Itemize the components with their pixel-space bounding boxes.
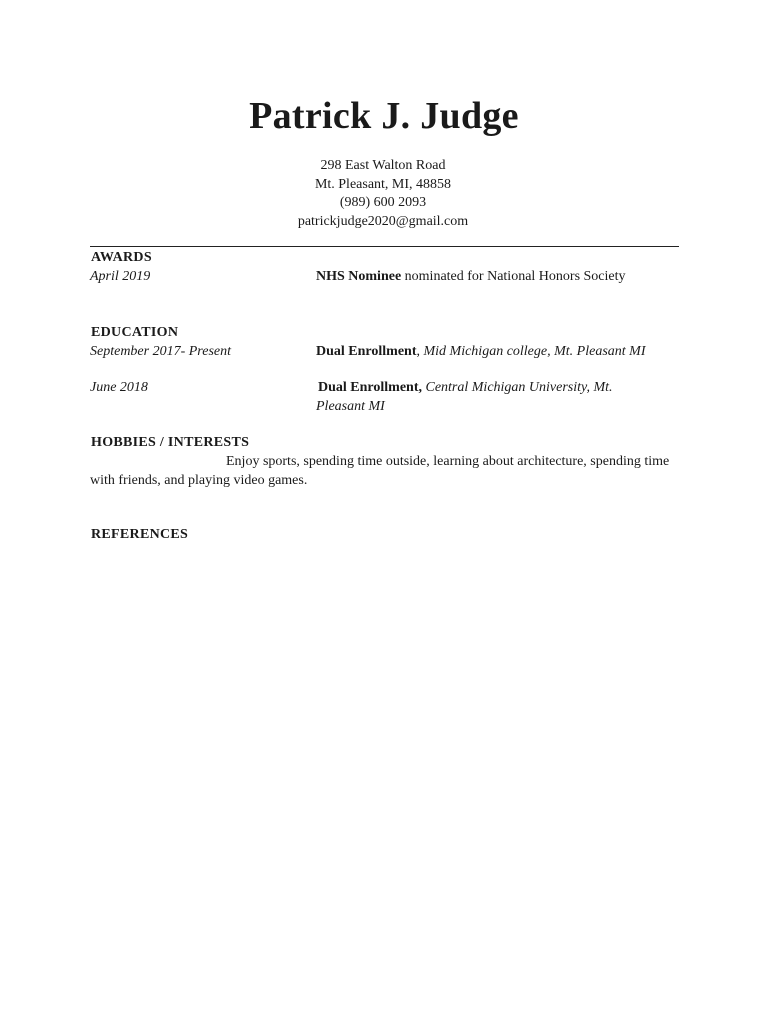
hobbies-text-line-2: with friends, and playing video games. [90, 472, 308, 488]
page-title: Patrick J. Judge [249, 95, 519, 137]
award-description: nominated for National Honors Society [401, 269, 626, 284]
education-institution: Mid Michigan college, Mt. Pleasant MI [423, 344, 646, 359]
education-institution: Central Michigan University, Mt. [425, 380, 613, 395]
email-address: patrickjudge2020@gmail.com [297, 213, 469, 229]
education-title: Dual Enrollment, [318, 380, 422, 395]
education-separator: , [416, 344, 424, 359]
education-institution: Pleasant MI [316, 399, 385, 414]
education-heading: EDUCATION [91, 325, 179, 340]
header-divider [90, 246, 679, 247]
education-detail-continued [316, 399, 385, 415]
phone-number: (989) 600 2093 [339, 195, 427, 210]
awards-heading: AWARDS [91, 250, 152, 265]
education-detail [318, 380, 613, 396]
education-detail [316, 344, 645, 360]
award-detail [316, 269, 626, 285]
hobbies-text-line-1: Enjoy sports, spending time outside, learning about architecture, spending time [226, 454, 670, 469]
contact-block [0, 157, 766, 231]
hobbies-heading: HOBBIES / INTERESTS [91, 435, 250, 450]
references-heading: REFERENCES [91, 527, 189, 542]
hobbies-paragraph [90, 453, 710, 490]
address-line-2: Mt. Pleasant, MI, 48858 [314, 176, 452, 192]
award-title: NHS Nominee [316, 269, 402, 284]
award-date: April 2019 [90, 269, 151, 284]
education-date: September 2017- Present [90, 344, 231, 359]
education-title: Dual Enrollment [316, 344, 417, 359]
education-date: June 2018 [90, 380, 148, 395]
address-line-1: 298 East Walton Road [320, 158, 446, 173]
